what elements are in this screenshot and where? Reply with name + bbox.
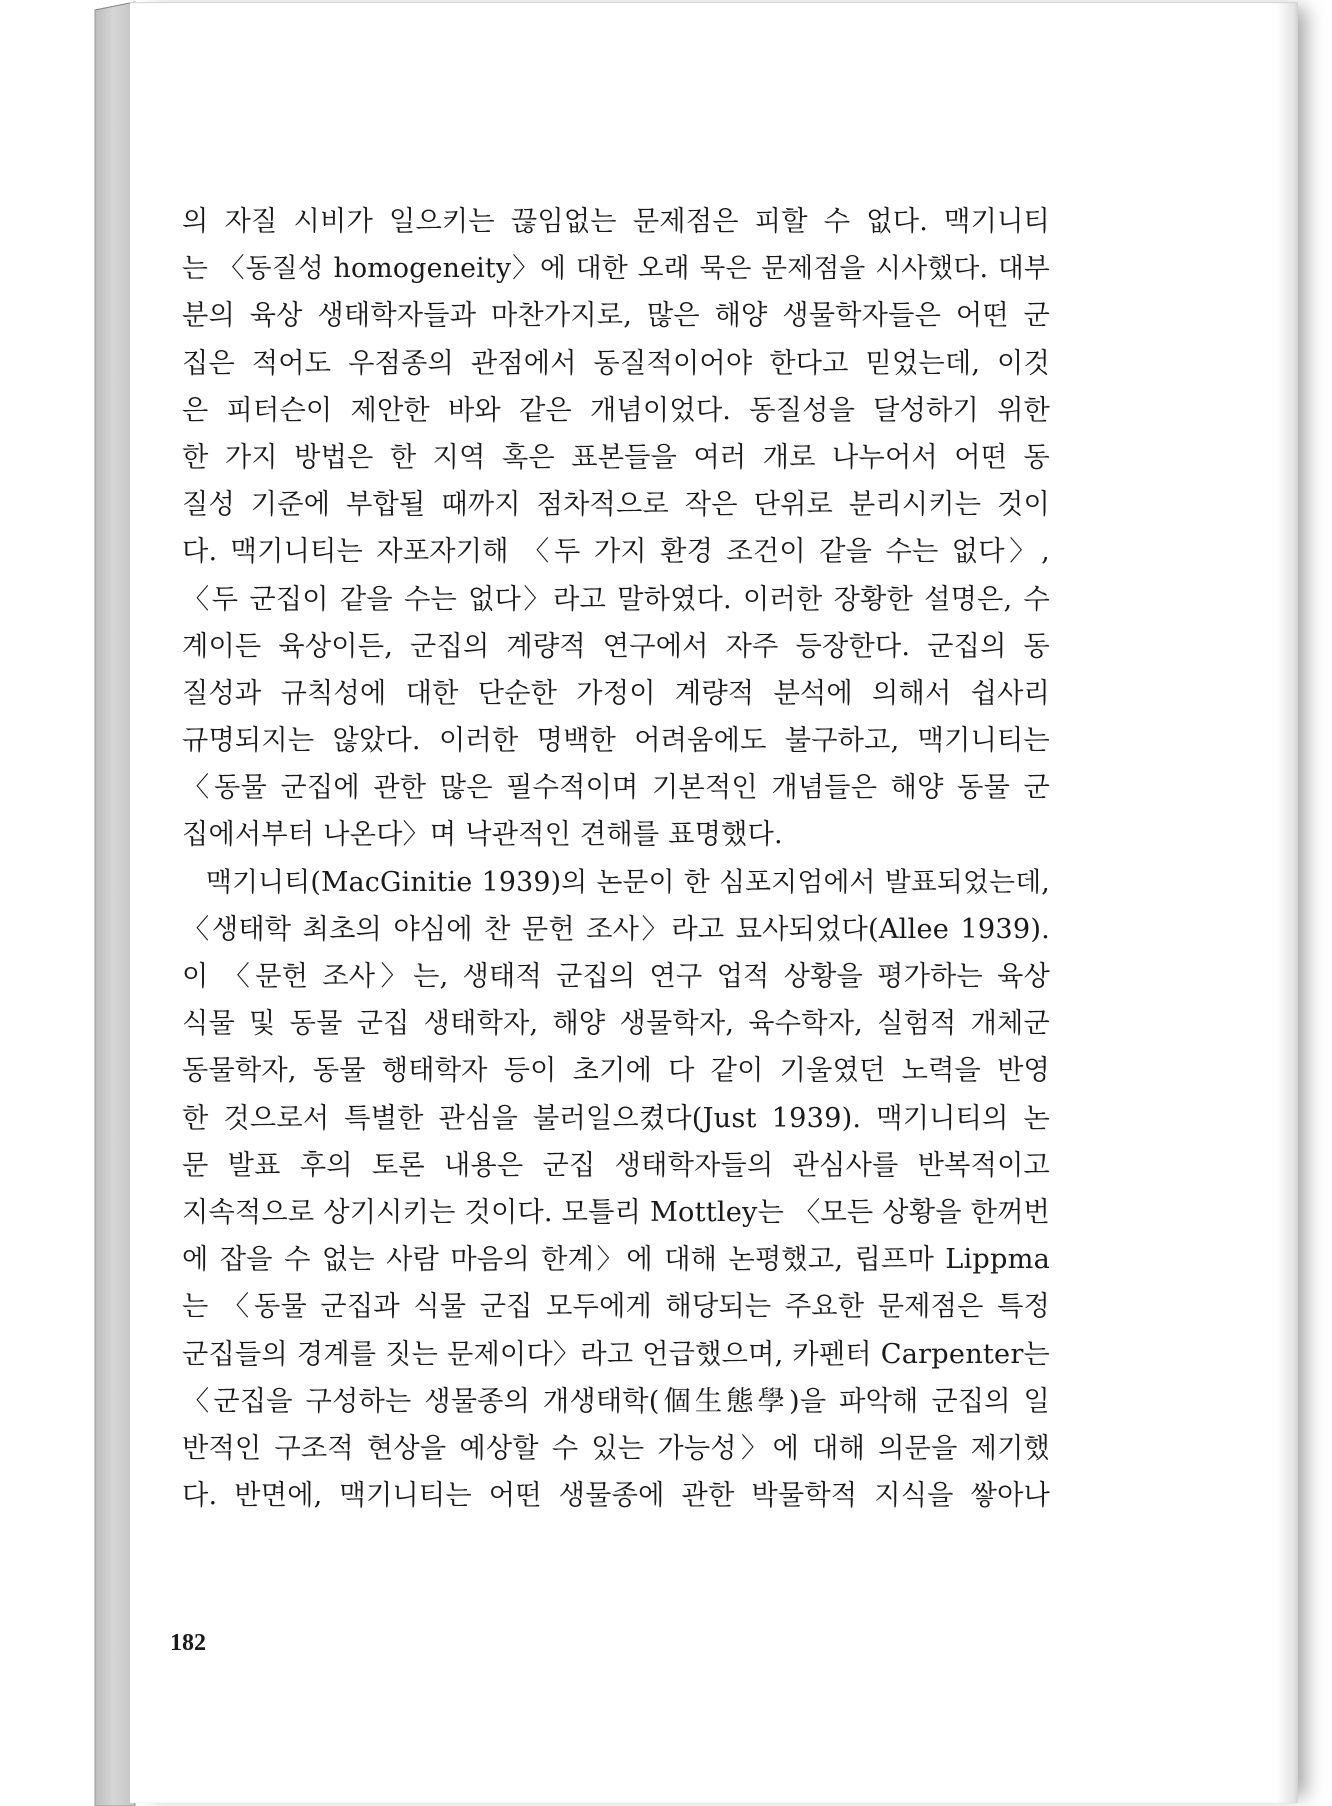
text-line: 에 잡을 수 없는 사람 마음의 한계〉에 대해 논평했고, 립프마 Lippma [182,1244,1050,1276]
text-line: 동물학자, 동물 행태학자 등이 초기에 다 같이 기울였던 노력을 반영 [182,1055,1050,1087]
text-line: 한 가지 방법은 한 지역 혹은 표본들을 여러 개로 나누어서 어떤 동 [182,441,1050,473]
text-line: 〈군집을 구성하는 생물종의 개생태학(個生態學)을 파악해 군집의 일 [182,1385,1050,1417]
text-line: 분의 육상 생태학자들과 마찬가지로, 많은 해양 생물학자들은 어떤 군 [182,300,1050,332]
text-line: 계이든 육상이든, 군집의 계량적 연구에서 자주 등장한다. 군집의 동 [182,630,1050,662]
text-line: 는 〈동물 군집과 식물 군집 모두에게 해당되는 주요한 문제점은 특정 [182,1291,1050,1323]
text-line: 〈생태학 최초의 야심에 찬 문헌 조사〉라고 묘사되었다(Allee 1939). [182,913,1050,945]
text-line: 식물 및 동물 군집 생태학자, 해양 생물학자, 육수학자, 실험적 개체군 [182,1008,1050,1040]
text-line: 집은 적어도 우점종의 관점에서 동질적이어야 한다고 믿었는데, 이것 [182,347,1050,379]
text-line: 질성과 규칙성에 대한 단순한 가정이 계량적 분석에 의해서 쉽사리 [182,677,1050,709]
text-line: 〈두 군집이 같을 수는 없다〉라고 말하였다. 이러한 장황한 설명은, 수 [182,583,1050,615]
text-line: 반적인 구조적 현상을 예상할 수 있는 가능성〉에 대해 의문을 제기했 [182,1432,1050,1464]
text-line: 는 〈동질성 homogeneity〉에 대한 오래 묵은 문제점을 시사했다. 대부 [182,253,1050,285]
text-line: 다. 반면에, 맥기니티는 어떤 생물종에 관한 박물학적 지식을 쌓아나 [182,1480,1050,1512]
text-line: 문 발표 후의 토론 내용은 군집 생태학자들의 관심사를 반복적이고 [182,1149,1050,1181]
text-line: 군집들의 경계를 짓는 문제이다〉라고 언급했으며, 카펜터 Carpenter는 [182,1338,1050,1370]
text-line: 다. 맥기니티는 자포자기해 〈두 가지 환경 조건이 같을 수는 없다〉, [182,536,1050,568]
text-line: 질성 기준에 부합될 때까지 점차적으로 작은 단위로 분리시키는 것이 [182,489,1050,521]
text-line: 규명되지는 않았다. 이러한 명백한 어려움에도 불구하고, 맥기니티는 [182,725,1050,757]
text-line: 〈동물 군집에 관한 많은 필수적이며 기본적인 개념들은 해양 동물 군 [182,772,1050,804]
body-text [182,198,1050,1519]
text-line: 이 〈문헌 조사〉는, 생태적 군집의 연구 업적 상황을 평가하는 육상 [182,961,1050,992]
text-line: 은 피터슨이 제안한 바와 같은 개념이었다. 동질성을 달성하기 위한 [182,394,1050,426]
text-line: 지속적으로 상기시키는 것이다. 모틀리 Mottley는 〈모든 상황을 한꺼번 [182,1196,1050,1228]
text-line: 집에서부터 나온다〉며 낙관적인 견해를 표명했다. [182,819,783,851]
text-line: 의 자질 시비가 일으키는 끊임없는 문제점은 피할 수 없다. 맥기니티 [182,206,1050,237]
page-number: 182 [170,1630,206,1656]
text-line: 맥기니티(MacGinitie 1939)의 논문이 한 심포지엄에서 발표되었는데, [206,866,1050,898]
book-spine [0,0,140,1806]
page-edge-shadow [1276,3,1298,1803]
text-line: 한 것으로서 특별한 관심을 불러일으켰다(Just 1939). 맥기니티의 논 [182,1102,1050,1134]
